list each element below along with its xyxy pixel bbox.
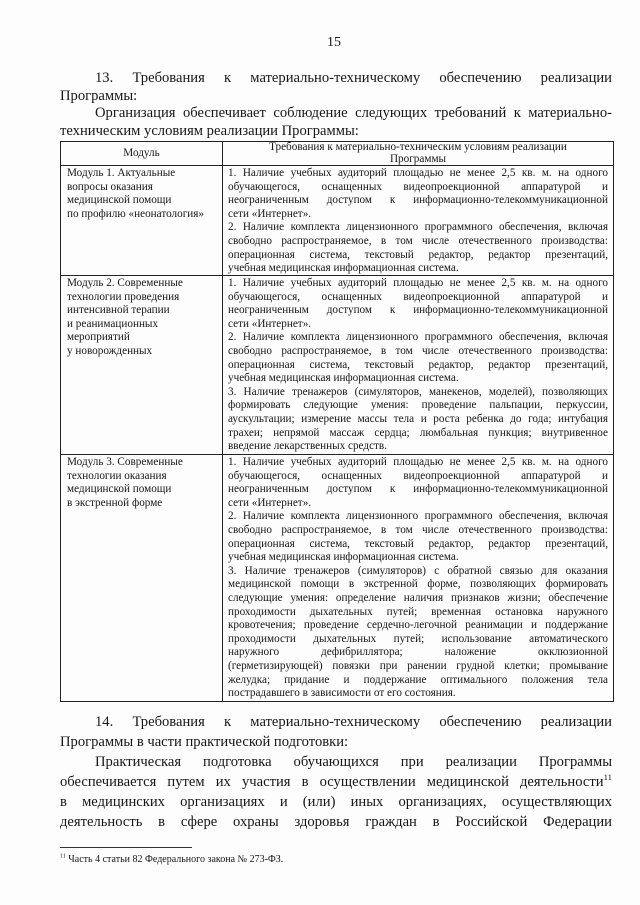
requirement-line: неограниченным доступом к информационно-телекоммуникационной xyxy=(228,483,608,496)
section-13 xyxy=(60,70,612,141)
requirement-line: обучающегося, оснащенных видеопроекционной аппаратурой и xyxy=(228,290,608,303)
requirement-line: обучающегося, оснащенных видеопроекционной аппаратурой и xyxy=(228,180,608,193)
table-row xyxy=(61,275,613,454)
requirement-line: трахеи; непрямой массаж сердца; люмбальная пункция; внутривенное xyxy=(228,426,608,439)
section-heading-line: Программы: xyxy=(60,87,138,104)
requirement-line: введение лекарственных средств. xyxy=(228,440,388,453)
module-line: вопросы оказания xyxy=(67,180,153,193)
requirement-line: 2. Наличие комплекта лицензионного программного обеспечения, включая xyxy=(228,331,608,344)
requirement-item xyxy=(228,331,608,385)
module-line: в экстренной форме xyxy=(67,496,163,509)
requirement-item xyxy=(228,386,608,454)
module-line: технологии оказания xyxy=(67,469,167,482)
requirement-line: наружного дефибриллятора; наложение окклюзионной xyxy=(228,646,608,659)
requirement-line: операционная система, текстовый редактор, редактор презентаций, xyxy=(228,248,608,261)
module-line: у новорожденных xyxy=(67,344,153,357)
requirement-line: желудка; придание и поддержание оптимального положения тела xyxy=(228,673,608,686)
requirement-line: 1. Наличие учебных аудиторий площадью не менее 2,5 кв. м. на одного xyxy=(228,277,608,289)
requirement-line: свободно распространяемое, в том числе отечественного производства: xyxy=(228,234,608,247)
requirements-table xyxy=(60,141,614,702)
requirement-line: неограниченным доступом к информационно-телекоммуникационной xyxy=(228,304,608,317)
requirement-line: аускультации; измерение массы тела и роста ребенка до года; интубация xyxy=(228,412,608,425)
table-row xyxy=(61,165,613,275)
requirement-item xyxy=(228,510,608,564)
module-line: по профилю «неонатология» xyxy=(67,207,205,220)
requirement-line: кровотечения; проведение сердечно-легочной реанимации и поддержание xyxy=(228,619,608,632)
page-number: 15 xyxy=(327,35,341,50)
module-line: Модуль 1. Актуальные xyxy=(67,167,176,179)
module-line: мероприятий xyxy=(67,331,130,344)
requirement-line: медицинской помощи в экстренной форме, позволяющих формировать xyxy=(228,578,608,591)
requirement-line: учебная медицинская информационная система. xyxy=(228,551,459,564)
requirements-cell xyxy=(223,166,613,275)
requirement-item xyxy=(228,565,608,701)
requirement-line: проходимости дыхательных путей; использование автоматического xyxy=(228,632,608,645)
requirement-line: учебная медицинская информационная система. xyxy=(228,372,459,385)
requirement-line: операционная система, текстовый редактор, редактор презентаций, xyxy=(228,358,608,371)
module-cell xyxy=(61,166,223,275)
paragraph-line: деятельность в сфере охраны здоровья граждан в Российской Федерации xyxy=(60,814,612,830)
requirement-item xyxy=(228,456,608,510)
requirement-line: операционная система, текстовый редактор, редактор презентаций, xyxy=(228,537,608,550)
requirement-line: (герметизирующей) повязки при ранении грудной клетки; промывание xyxy=(228,659,608,672)
module-line: медицинской помощи xyxy=(67,194,172,207)
module-line: интенсивной терапии xyxy=(67,304,170,317)
footnote xyxy=(60,853,612,866)
requirement-line: следующие умения: определение наличия признаков жизни; обеспечение xyxy=(228,591,608,604)
table-row xyxy=(61,454,613,701)
footnote-separator xyxy=(60,847,192,848)
module-line: технологии проведения xyxy=(67,290,180,303)
module-line: и реанимационных xyxy=(67,317,159,330)
module-line: Модуль 2. Современные xyxy=(67,277,183,289)
header-module xyxy=(61,142,223,165)
paragraph-line: Практическая подготовка обучающихся при реализации Программы xyxy=(95,754,612,770)
requirement-line: сети «Интернет». xyxy=(228,496,312,509)
requirement-line: проходимости дыхательных путей; временная остановка наружного xyxy=(228,605,608,618)
module-cell xyxy=(61,276,223,454)
requirement-line: свободно распространяемое, в том числе отечественного производства: xyxy=(228,344,608,357)
requirement-line: сети «Интернет». xyxy=(228,207,312,220)
requirement-line: 1. Наличие учебных аудиторий площадью не менее 2,5 кв. м. на одного xyxy=(228,167,608,179)
paragraph-line: в медицинских организациях и (или) иных организациях, осуществляющих xyxy=(60,794,612,810)
paragraph-line: техническим условиям реализации Программы: xyxy=(60,123,359,140)
header-module-label: Модуль xyxy=(123,146,160,159)
module-line: медицинской помощи xyxy=(67,483,172,496)
footnote-ref: 11 xyxy=(603,772,612,783)
paragraph-line: Организация обеспечивает соблюдение следующих требований к материально- xyxy=(95,105,612,122)
footnote-mark: 11 xyxy=(60,853,66,860)
requirement-line: свободно распространяемое, в том числе отечественного производства: xyxy=(228,523,608,536)
paragraph-line-text: обеспечивается путем их участия в осуществлении медицинской деятельности xyxy=(60,774,604,790)
requirement-item xyxy=(228,167,608,221)
requirement-line: формировать следующие умения: проведение пальпации, перкуссии, xyxy=(228,399,608,412)
requirement-item xyxy=(228,221,608,275)
section-heading-line: 13. Требования к материально-техническому обеспечению реализации xyxy=(95,70,612,86)
requirement-line: 2. Наличие комплекта лицензионного программного обеспечения, включая xyxy=(228,221,608,234)
requirements-cell xyxy=(223,455,613,701)
requirement-item xyxy=(228,277,608,331)
requirements-cell xyxy=(223,276,613,454)
header-requirements-line: Требования к материально-техническим условиям реализации xyxy=(269,141,567,153)
section-heading-line: 14. Требования к материально-техническому обеспечению реализации xyxy=(95,714,612,730)
header-requirements xyxy=(223,142,613,165)
requirement-line: обучающегося, оснащенных видеопроекционной аппаратурой и xyxy=(228,469,608,482)
module-line: Модуль 3. Современные xyxy=(67,456,183,468)
requirement-line: 1. Наличие учебных аудиторий площадью не менее 2,5 кв. м. на одного xyxy=(228,456,608,468)
table-header-row xyxy=(61,142,613,165)
section-14 xyxy=(60,712,612,832)
requirement-line: 2. Наличие комплекта лицензионного программного обеспечения, включая xyxy=(228,510,608,523)
requirement-line: пострадавшего в зависимости от его состояния. xyxy=(228,687,456,700)
footnote-text: Часть 4 статьи 82 Федерального закона № 273-ФЗ. xyxy=(68,854,284,865)
paragraph-line xyxy=(60,772,612,792)
requirement-line: учебная медицинская информационная система. xyxy=(228,262,459,275)
module-cell xyxy=(61,455,223,701)
requirement-line: 3. Наличие тренажеров (симуляторов) с обратной связью для оказания xyxy=(228,564,608,577)
section-heading-line: Программы в части практической подготовки: xyxy=(60,734,349,750)
requirement-line: 3. Наличие тренажеров (симуляторов, манекенов, моделей), позволяющих xyxy=(228,385,608,398)
requirement-line: сети «Интернет». xyxy=(228,317,312,330)
header-requirements-line: Программы xyxy=(389,152,447,165)
requirement-line: неограниченным доступом к информационно-телекоммуникационной xyxy=(228,194,608,207)
